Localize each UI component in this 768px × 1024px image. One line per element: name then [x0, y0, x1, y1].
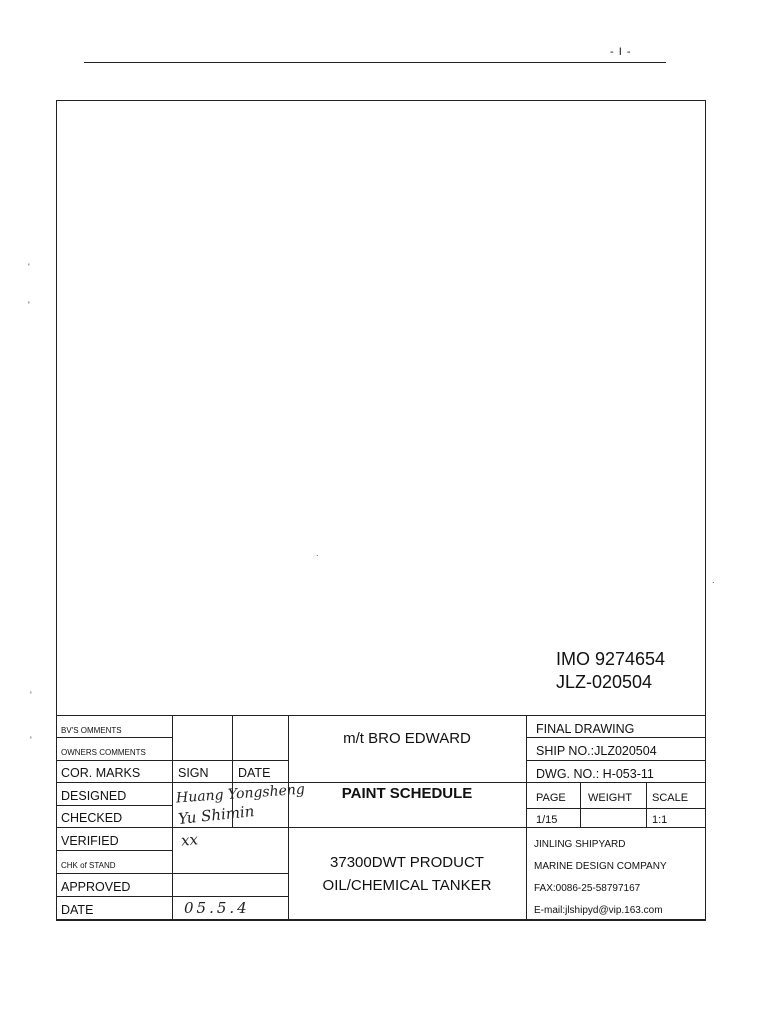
grid-line	[526, 715, 527, 920]
designed-label: DESIGNED	[61, 789, 127, 803]
grid-line	[56, 782, 706, 783]
designed-signature: Huang Yongsheng	[175, 781, 306, 807]
header-rule	[84, 62, 666, 63]
identifier-block	[556, 648, 665, 694]
scale-value: 1:1	[652, 814, 668, 826]
page-number: - I -	[610, 46, 632, 58]
project-code: JLZ-020504	[556, 672, 653, 692]
scan-mark: .	[316, 548, 319, 558]
vessel-type-line2: OIL/CHEMICAL TANKER	[322, 877, 492, 894]
owners-comments-label: OWNERS COMMENTS	[61, 748, 146, 757]
grid-line	[580, 782, 581, 827]
grid-line	[56, 850, 172, 851]
chk-stand-label: CHK of STAND	[61, 861, 116, 870]
grid-line	[172, 715, 173, 920]
page-value: 1/15	[536, 814, 558, 826]
grid-line	[526, 760, 706, 761]
grid-line	[56, 805, 172, 806]
approved-label: APPROVED	[61, 880, 131, 894]
date-label: DATE	[61, 903, 94, 917]
email-address: E-mail:jlshipyd@vip.163.com	[534, 905, 663, 916]
title-block	[56, 715, 706, 920]
scan-mark: '	[30, 735, 32, 745]
company-division: MARINE DESIGN COMPANY	[534, 861, 667, 872]
cor-marks-label: COR. MARKS	[61, 766, 141, 780]
final-drawing-label: FINAL DRAWING	[536, 722, 635, 736]
verified-signature: xx	[180, 830, 199, 850]
bv-comments-label: BV'S OMMENTS	[61, 726, 122, 735]
scan-mark: '	[28, 300, 30, 310]
drawing-title: PAINT SCHEDULE	[341, 785, 473, 802]
grid-line	[646, 782, 647, 827]
page-label: PAGE	[536, 792, 566, 804]
verified-label: VERIFIED	[61, 834, 119, 848]
scan-mark: '	[28, 262, 30, 272]
drawing-number: DWG. NO.: H-053-11	[536, 767, 654, 781]
date-header: DATE	[238, 766, 271, 780]
scale-label: SCALE	[652, 792, 689, 804]
scan-mark: '	[30, 690, 32, 700]
checked-label: CHECKED	[61, 811, 123, 825]
grid-line	[56, 737, 172, 738]
company-name: JINLING SHIPYARD	[534, 839, 626, 850]
grid-line	[56, 827, 706, 828]
ship-number: SHIP NO.:JLZ020504	[536, 744, 657, 758]
sign-header: SIGN	[178, 766, 209, 780]
date-signature: 05.5.4	[184, 899, 250, 917]
scan-mark: .	[712, 575, 715, 585]
grid-line	[526, 737, 706, 738]
vessel-type-line1: 37300DWT PRODUCT	[330, 854, 484, 871]
grid-line	[56, 715, 706, 716]
weight-label: WEIGHT	[588, 792, 632, 804]
fax-number: FAX:0086-25-58797167	[534, 883, 641, 894]
ship-name: m/t BRO EDWARD	[343, 730, 471, 747]
grid-line	[56, 920, 706, 921]
imo-number: IMO 9274654	[556, 649, 666, 669]
grid-line	[526, 808, 706, 809]
checked-signature: Yu Shimin	[177, 802, 256, 828]
